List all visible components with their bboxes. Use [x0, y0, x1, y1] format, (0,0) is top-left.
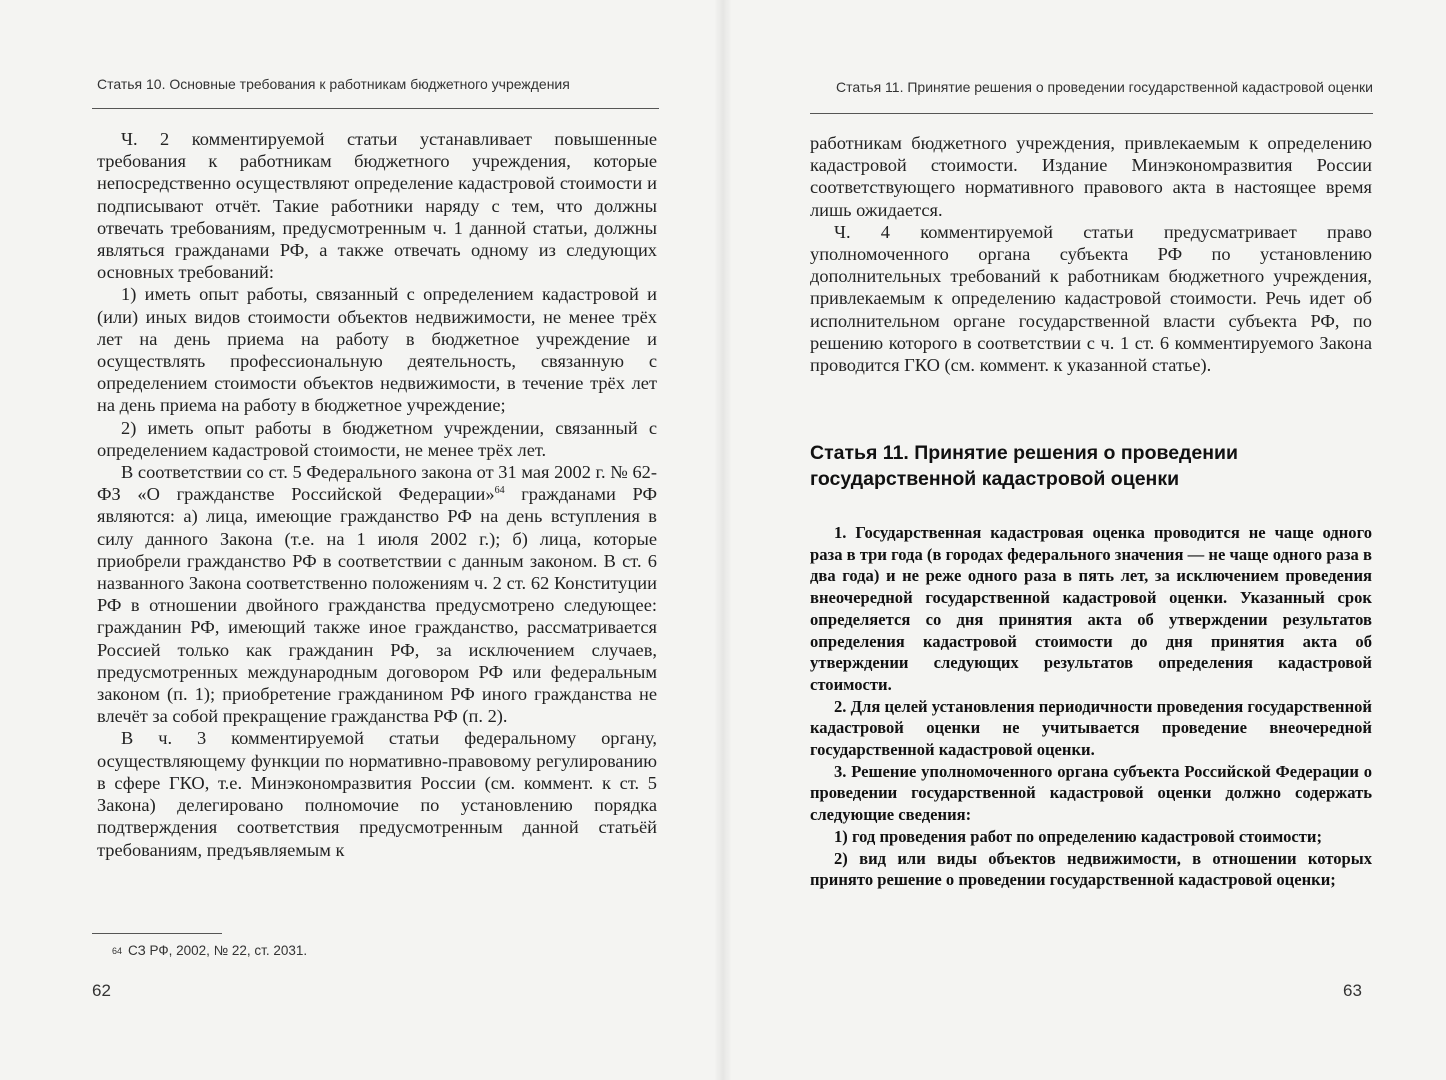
law-list-item: 1) год проведения работ по определению кадастровой стоимости; [834, 826, 1322, 846]
list-item: 2) иметь опыт работы в бюджетном учреждении, связанный с определением кадастровой стоимости, не менее трёх лет. [97, 417, 657, 460]
running-head-right: Статья 11. Принятие решения о проведении государственной кадастровой оценки [836, 79, 1373, 95]
running-head-left: Статья 10. Основные требования к работникам бюджетного учреждения [97, 76, 570, 92]
paragraph: В ч. 3 комментируемой статьи федеральному органу, осуществляющему функции по нормативно-правовому регулированию в сфере ГКО, т.е. Минэкономразвития России (см. коммент. к ст. 5 Закона) делегировано полномочие по установлению порядка подтверждения соответствия предусмотренным данной статьёй требованиям, предъявляемым к [97, 728, 657, 860]
header-rule-left [92, 108, 659, 109]
paragraph: Ч. 2 комментируемой статьи устанавливает повышенные требования к работникам бюджетного учреждения, которые непосредственно осуществляют определение кадастровой стоимости и подписывают отчёт. Такие работники наряду с тем, что должны отвечать требованиям, предусмотренным ч. 1 данной статьи, должны являться гражданами РФ, а также отвечать одному из следующих основных требований: [97, 129, 657, 283]
law-list-item: 2) вид или виды объектов недвижимости, в отношении которых принято решение о проведении государственной кадастровой оценки; [810, 848, 1372, 890]
law-paragraph: 2. Для целей установления периодичности проведения государственной кадастровой оценки не учитывается проведение внеочередной государственной кадастровой оценки. [810, 696, 1372, 760]
paragraph: работникам бюджетного учреждения, привлекаемым к определению кадастровой стоимости. Издание Минэкономразвития России соответствующего нормативного правового акта в настоящее время лишь ожидается. [810, 133, 1372, 220]
footnote-reference: 64 [494, 485, 505, 497]
footnote-text: СЗ РФ, 2002, № 22, ст. 2031. [128, 943, 308, 958]
commentary-text-left [97, 128, 657, 861]
footnote [112, 942, 612, 960]
paragraph-part: В соответствии со ст. 5 Федерального закона от 31 мая 2002 г. № 62-ФЗ «О гражданстве Российской Федерации» [97, 462, 657, 505]
commentary-text-right [810, 132, 1372, 376]
law-paragraph: 1. Государственная кадастровая оценка проводится не чаще одного раза в три года (в городах федерального значения — не чаще одного раза в два года) и не реже одного раза в пять лет, за исключением проведения внеочередной государственной кадастровой оценки. Указанный срок определяется со дня принятия акта об утверждении результатов определения кадастровой стоимости до дня принятия акта об утверждении следующих результатов определения кадастровой стоимости. [810, 523, 1372, 694]
footnote-rule [92, 933, 222, 934]
right-page [723, 0, 1446, 1080]
footnote-number: 64 [112, 946, 123, 956]
paragraph: Ч. 4 комментируемой статьи предусматривает право уполномоченного органа субъекта РФ по установлению дополнительных требований к работникам бюджетного учреждения, привлекаемым к определению кадастровой стоимости. Речь идет об исполнительном органе государственной власти субъекта РФ, по решению которого в соответствии с ч. 1 ст. 6 комментируемого Закона проводится ГКО (см. коммент. к указанной статье). [810, 221, 1372, 376]
list-item: 1) иметь опыт работы, связанный с определением кадастровой и (или) иных видов стоимости объектов недвижимости, не менее трёх лет на день приема на работу в бюджетное учреждение и осуществлять профессиональную деятельность, связанную с определением стоимости объектов недвижимости, в течение трёх лет на день приема на работу в бюджетное учреждение; [97, 284, 657, 416]
article-heading: Статья 11. Принятие решения о проведении государственной кадастровой оценки [810, 442, 1239, 490]
page-number-left: 62 [92, 981, 111, 1000]
law-paragraph: 3. Решение уполномоченного органа субъекта Российской Федерации о проведении государственной кадастровой оценки должно содержать следующие сведения: [810, 761, 1372, 825]
paragraph [97, 461, 657, 727]
page-number-right: 63 [1343, 981, 1362, 1000]
paragraph-part: гражданами РФ являются: а) лица, имеющие гражданство РФ на день вступления в силу данного Закона (т.е. на 1 июля 2002 г.); б) лица, которые приобрели гражданство РФ в соответствии с данным законом. В ст. 6 названного Закона соответственно положениям ч. 2 ст. 62 Конституции РФ в отношении двойного гражданства предусмотрено следующее: гражданин РФ, имеющий также иное гражданство, рассматривается Россией только как гражданин РФ, за исключением случаев, предусмотренных международным договором РФ или федеральным законом (п. 1); приобретение гражданином РФ иного гражданства не влечёт за собой прекращение гражданства РФ (п. 2). [97, 484, 657, 727]
header-rule-right [810, 113, 1373, 114]
law-text [810, 522, 1372, 891]
